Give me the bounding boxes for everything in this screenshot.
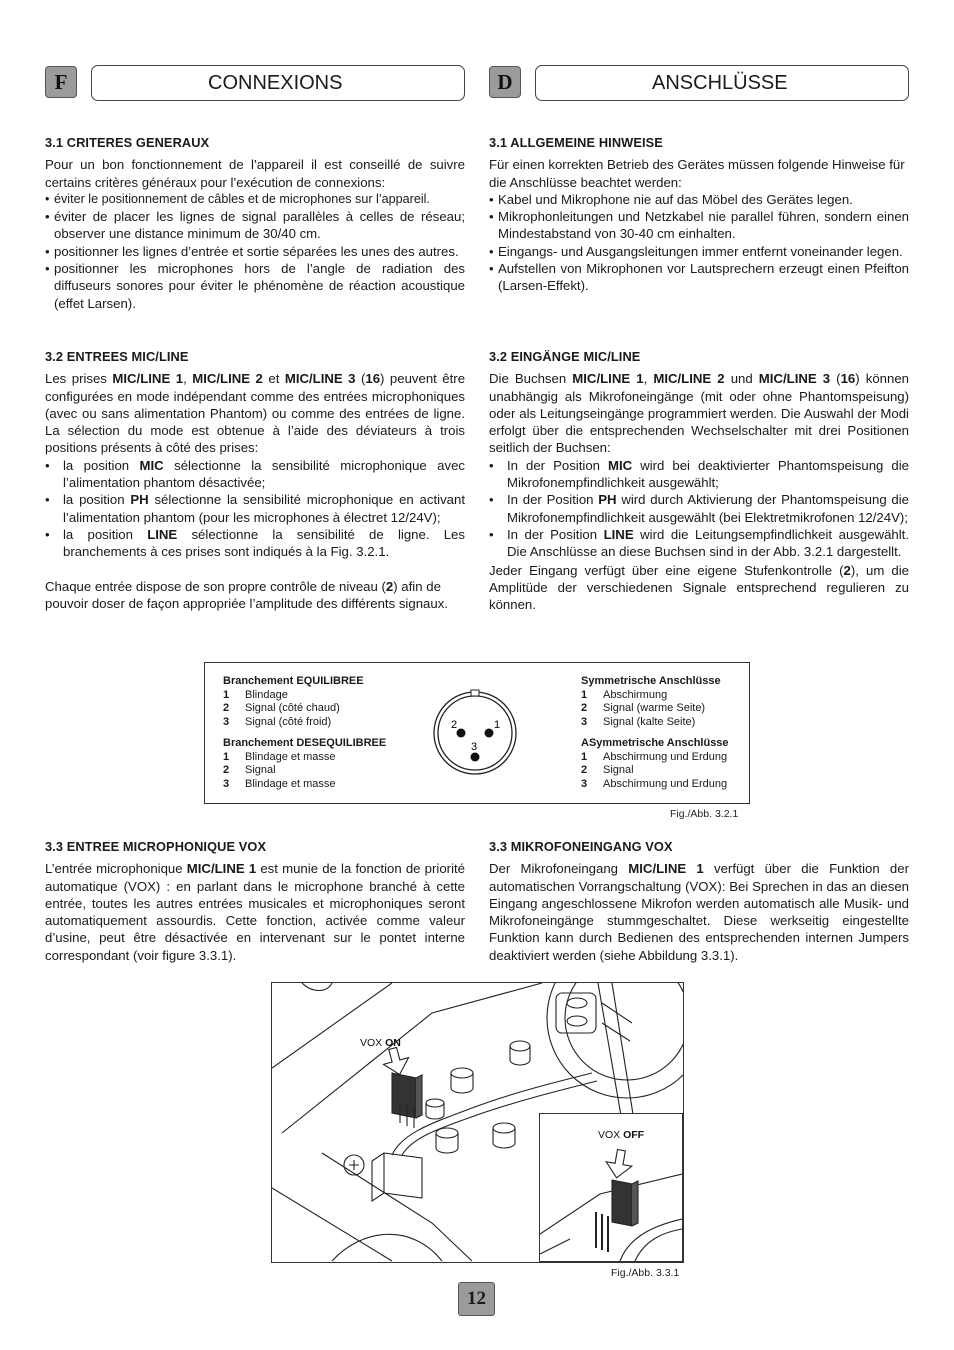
xlr-connection-figure (204, 662, 750, 804)
pin-row: 1 Blindage et masse (223, 750, 336, 763)
pin-row: 3 Signal (kalte Seite) (581, 715, 696, 728)
pin-label: 2 (451, 719, 458, 731)
french-column-3 (45, 838, 465, 964)
heading-3-2-fr: 3.2 ENTREES MIC/LINE (45, 349, 189, 364)
figure-caption: Fig./Abb. 3.3.1 (611, 1267, 680, 1279)
pin-row: 2 Signal (côté chaud) (223, 702, 340, 714)
list-item: • In der Position LINE wird die Leitungsempfindlichkeit ausgewählt. Die Anschlüsse an diese Buchsen sind in der Abb. 3.2.1 dargestellt. (489, 526, 909, 561)
vox-off-inset (539, 1113, 683, 1262)
heading-3-1-de: 3.1 ALLGEMEINE HINWEISE (489, 135, 663, 150)
french-column-2 (45, 348, 465, 612)
de-pin-list (581, 675, 749, 791)
heading-3-1-fr: 3.1 CRITERES GENERAUX (45, 135, 210, 150)
figure-caption: Fig./Abb. 3.2.1 (670, 808, 739, 820)
pin-row: 3 Abschirmung und Erdung (581, 777, 728, 790)
pin-row: 3 Blindage et masse (223, 777, 336, 790)
german-column-2 (489, 348, 909, 613)
german-column (489, 134, 909, 295)
vox-off-label: VOX OFF (598, 1129, 645, 1141)
bullet-list (489, 191, 909, 295)
paragraph: Les prises MIC/LINE 1, MIC/LINE 2 et MIC/LINE 3 (16) peuvent être configurées en mode indépendant comme des entrées microphoniques (avec ou sans alimentation Phantom) ou comme des entrées de ligne. La sélection du mode est obtenue à l’aide des déviateurs à trois positions présents à côté des prises: (45, 371, 466, 456)
de-unbalanced-heading: ASymmetrische Anschlüsse (581, 737, 729, 749)
xlr-connector-icon (431, 687, 519, 779)
pin-label: 1 (494, 719, 501, 731)
pin-row: 3 Signal (côté froid) (223, 715, 332, 728)
heading-3-3-de: 3.3 MIKROFONEINGANG VOX (489, 839, 673, 854)
heading-3-2-de: 3.2 EINGÄNGE MIC/LINE (489, 349, 641, 364)
section-title-connexions: CONNEXIONS (91, 65, 465, 101)
list-item: • éviter de placer les lignes de signal parallèles à celles de réseau; observer une distance minimum de 30/40 cm. (45, 208, 465, 243)
list-item: • la position LINE sélectionne la sensibilité de ligne. Les branchements à ces prises sont indiqués à la Fig. 3.2.1. (45, 526, 465, 561)
pin-row: 1 Abschirmung (581, 688, 668, 701)
pin-row: 1 Abschirmung und Erdung (581, 750, 728, 763)
fr-balanced-heading: Branchement EQUILIBREE (223, 675, 364, 687)
de-balanced-heading: Symmetrische Anschlüsse (581, 675, 721, 687)
section-title-anschlusse: ANSCHLÜSSE (535, 65, 909, 101)
list-item: • la position PH sélectionne la sensibilité microphonique en activant l’alimentation phantom (pour les microphones à électret 12/24V); (45, 491, 465, 526)
list-item: • Mikrophonleitungen und Netzkabel nie parallel führen, sondern einen Mindestabstand von 30-40 cm einhalten. (489, 208, 909, 243)
fr-unbalanced-heading: Branchement DESEQUILIBREE (223, 737, 387, 749)
pin-row: 1 Blindage (223, 688, 288, 701)
french-column (45, 134, 465, 312)
bullet-list (489, 457, 909, 561)
bullet-list (45, 457, 465, 561)
paragraph: Pour un bon fonctionnement de l’appareil il est conseillé de suivre certains critères généraux pour l’exécution de connexions: (45, 157, 465, 190)
paragraph: Der Mikrofoneingang MIC/LINE 1 verfügt über die Funktion der automatischen Vorrangschaltung (VOX): Bei Sprechen in das an diesen Eingang angeschlossene Mikrofon werden automatisch alle Musik- und Mikrofoneingänge stummgeschaltet. Diese werkseitig eingestellte Funktion kann durch Bedienen des entsprechenden internen Jumpers deaktiviert werden (siehe Abbildung 3.3.1). (489, 861, 909, 963)
list-item: • Eingangs- und Ausgangsleitungen immer entfernt voneinander legen. (489, 243, 909, 260)
pin-row: 2 Signal (223, 764, 276, 776)
list-item: • positionner les lignes d’entrée et sortie séparées les unes des autres. (45, 243, 465, 260)
section-badge-f: F (45, 66, 77, 98)
pin-row: 2 Signal (581, 764, 634, 776)
paragraph: Jeder Eingang verfügt über eine eigene Stufenkontrolle (2), um die Amplitüde der verschiedenen Signale entsprechend regulieren zu können. (489, 562, 909, 613)
paragraph: Für einen korrekten Betrieb des Gerätes müssen folgende Hinweise für die Anschlüsse beachtet werden: (489, 157, 905, 190)
paragraph: Die Buchsen MIC/LINE 1, MIC/LINE 2 und MIC/LINE 3 (16) können unabhängig als Mikrofoneingänge (mit oder ohne Phantomspeisung) oder als Leitungseingänge programmiert werden. Die Auswahl der Modi erfolgt über die entsprechenden Wechselschalter mit drei Positionen seitlich der Buchsen: (489, 371, 909, 456)
list-item: • la position MIC sélectionne la sensibilité microphonique avec l’alimentation phantom désactivée; (45, 457, 465, 492)
german-column-3 (489, 838, 909, 964)
pin-label: 3 (471, 741, 478, 753)
fr-pin-list (223, 675, 423, 791)
vox-on-label: VOX ON (360, 1037, 401, 1049)
page-number: 12 (458, 1282, 495, 1316)
list-item: • Kabel und Mikrophone nie auf das Möbel des Gerätes legen. (489, 191, 909, 208)
heading-3-3-fr: 3.3 ENTREE MICROPHONIQUE VOX (45, 839, 267, 854)
bullet-list (45, 191, 465, 312)
list-item: • éviter le positionnement de câbles et de microphones sur l’appareil. (45, 191, 465, 208)
list-item: • Aufstellen von Mikrophonen vor Lautsprechern erzeugt einen Pfeifton (Larsen-Effekt). (489, 260, 909, 295)
list-item: • positionner les microphones hors de l’angle de radiation des diffuseurs sonores pour éviter le phénomène de réaction acoustique (effet Larsen). (45, 260, 465, 312)
list-item: • In der Position PH wird durch Aktivierung der Phantomspeisung die Mikrofonempfindlichkeit ausgewählt (bei Elektretmikrofonen 12/24V); (489, 491, 909, 526)
paragraph: L’entrée microphonique MIC/LINE 1 est munie de la fonction de priorité automatique (VOX) : en parlant dans le microphone branché à cette entrée, toutes les autres entrées musicales et microphoniques seront automatiquement assourdis. Cette fonction, activée comme valeur d’usine, peut être désactivée en intervenant sur le pontet interne correspondant (voir figure 3.3.1). (45, 861, 465, 963)
vox-jumper-figure (271, 982, 684, 1263)
jumper-off-illustration (540, 1114, 682, 1261)
pin-row: 2 Signal (warme Seite) (581, 702, 706, 714)
paragraph: Chaque entrée dispose de son propre contrôle de niveau (2) afin de pouvoir doser de façon appropriée l’amplitude des différents signaux. (45, 578, 448, 611)
list-item: • In der Position MIC wird bei deaktivierter Phantomspeisung die Mikrofonempfindlichkeit ausgewählt; (489, 457, 909, 492)
section-badge-d: D (489, 66, 521, 98)
